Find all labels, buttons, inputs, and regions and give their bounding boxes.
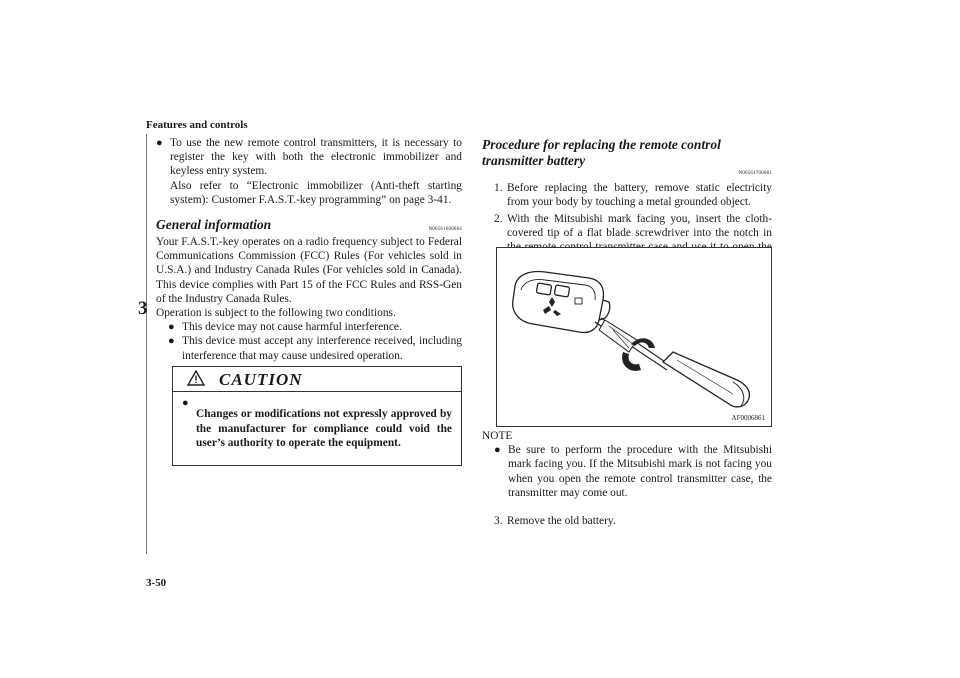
step-number: 1. [494,182,503,195]
note-label: NOTE [482,430,513,442]
warning-triangle-icon [187,370,205,386]
left-column [156,136,462,363]
step-item [494,514,772,528]
condition-text: This device must accept any interference received, including interference that may cause undesired operation. [182,335,462,362]
caution-header [173,367,461,392]
intro-bullet-cont: Also refer to “Electronic immobilizer (Anti-theft starting system): Customer F.A.S.T.-key programming” on page 3-41. [170,179,462,206]
procedure-code: N00561700081 [738,171,772,176]
general-heading: General information [156,217,272,233]
condition-item [168,334,462,362]
step-text: Remove the old battery. [507,515,616,528]
step-text: Before replacing the battery, remove static electricity from your body by touching a metal grounded object. [507,182,772,209]
note-text: Be sure to perform the procedure with the Mitsubishi mark facing you. If the Mitsubishi mark is not facing you when you open the remote control transmitter case, the transmitter may come out. [508,444,772,499]
step-text: With the Mitsubishi mark facing you, insert the cloth-covered tip of a flat blade screwdriver into the notch in [507,212,772,239]
condition-text: This device may not cause harmful interference. [182,321,402,334]
intro-bullet [156,136,462,207]
condition-item [168,320,462,334]
bullet-icon: ● [168,335,175,348]
note-section [482,429,772,528]
figure-label: AF0006861 [731,414,765,422]
step-item [494,181,772,209]
caution-text: Changes or modifications not expressly approved by the manufacturer for compliance could void the user’s authority to operate the equipment. [196,408,452,449]
note-bullet [494,443,772,500]
intro-bullet-text: To use the new remote control transmitters, it is necessary to register the key with both the electronic immobilizer and keyless entry system. [170,137,462,178]
page-number: 3-50 [146,577,167,589]
remote-screwdriver-illustration [497,248,771,426]
general-paragraph-2: Operation is subject to the following two conditions. [156,307,396,320]
chapter-number: 3 [138,298,148,319]
general-code: N00561600064 [428,226,462,232]
step-number: 3. [494,515,503,528]
bullet-icon: ● [494,444,501,457]
caution-title: CAUTION [219,370,303,389]
bullet-icon: ● [168,321,175,334]
caution-box [172,366,462,466]
bullet-icon: ● [182,397,189,409]
bullet-icon: ● [156,137,163,149]
general-paragraph: Your F.A.S.T.-key operates on a radio frequency subject to Federal Communications Commission (FCC) Rules (For vehicles sold in U.S.A.) and Industry Canada Rules (For vehicles sold in Canada). This device complies with Part 15 of the FCC Rules and RSS-Gen of the Industry Canada Rules. [156,236,462,305]
section-title: Features and controls [146,119,248,131]
step-number: 2. [494,212,503,225]
caution-body [173,392,461,465]
figure-remote-screwdriver [496,247,772,427]
chapter-divider-line [146,134,147,554]
procedure-heading: Procedure for replacing the remote control transmitter battery [482,137,721,168]
